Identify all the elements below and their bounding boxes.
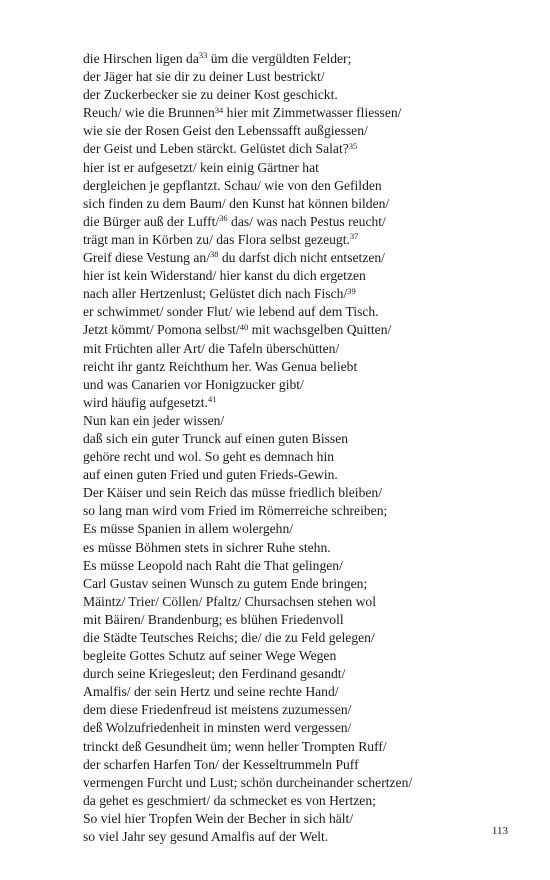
poem-line (83, 86, 523, 104)
poem-line (83, 792, 523, 810)
footnote-marker: 38 (209, 249, 219, 260)
poem-line (83, 575, 523, 593)
line-text: durch seine Kriegesleut; den Ferdinand gesandt/ (83, 666, 346, 682)
line-text: reicht ihr gantz Reichthum her. Was Genua beliebt (83, 358, 358, 374)
line-text: Jetzt kömmt/ Pomona selbst/ (83, 322, 240, 338)
line-text: es müsse Böhmen stets in sichrer Ruhe stehn. (83, 539, 331, 555)
poem-line (83, 358, 523, 376)
poem-line (83, 267, 523, 285)
poem-line (83, 683, 523, 701)
poem-line (83, 159, 523, 177)
poem-line (83, 195, 523, 213)
line-text: der Geist und Leben stärckt. Gelüstet dich Salat? (83, 141, 349, 157)
poem-line (83, 303, 523, 321)
line-text: mit Früchten aller Art/ die Tafeln überschütten/ (83, 340, 340, 356)
poem-line (83, 701, 523, 719)
line-text: auf einen guten Fried und guten Frieds-Gewin. (83, 467, 338, 483)
line-text: trinckt deß Gesundheit üm; wenn heller Trompten Ruff/ (83, 738, 387, 754)
line-text: Reuch/ wie die Brunnen (83, 105, 215, 121)
page-number: 113 (491, 825, 508, 837)
line-text: so lang man wird vom Fried im Römerreiche schreiben; (83, 503, 388, 519)
poem-line (83, 557, 523, 575)
line-text: da gehet es geschmiert/ da schmecket es von Hertzen; (83, 792, 376, 808)
line-text: hier mit Zimmetwasser fliessen/ (223, 105, 402, 121)
line-text: und was Canarien vor Honigzucker gibt/ (83, 376, 304, 392)
poem-line (83, 376, 523, 394)
poem-line (83, 231, 523, 249)
poem-line (83, 430, 523, 448)
line-text: Greif diese Vestung an/ (83, 250, 210, 266)
line-text: Amalfis/ der sein Hertz und seine rechte Hand/ (83, 684, 339, 700)
line-text: der Zuckerbecker sie zu deiner Kost geschickt. (83, 87, 338, 103)
poem-line (83, 520, 523, 538)
poem-line (83, 50, 523, 68)
line-text: die Hirschen ligen da (83, 51, 199, 66)
poem-line (83, 177, 523, 195)
line-text: wird häufig aufgesetzt. (83, 394, 208, 410)
line-text: die Städte Teutsches Reichs; die/ die zu Feld gelegen/ (83, 630, 375, 645)
line-text: Carl Gustav seinen Wunsch zu gutem Ende bringen; (83, 575, 368, 591)
line-text: Der Käiser und sein Reich das müsse friedlich bleiben/ (83, 485, 382, 501)
poem-line (83, 719, 523, 737)
line-text: Es müsse Spanien in allem wolergehn/ (83, 521, 294, 537)
poem-line (83, 756, 523, 774)
poem-line (83, 611, 523, 629)
poem-line (83, 340, 523, 358)
poem-line (83, 104, 523, 122)
line-text: mit wachsgelben Quitten/ (248, 322, 392, 338)
footnote-marker: 41 (207, 394, 217, 405)
footnote-marker: 36 (219, 213, 228, 224)
line-text: sich finden zu dem Baum/ den Kunst hat können bilden/ (83, 195, 390, 211)
footnote-marker: 35 (348, 140, 358, 151)
poem-line (83, 321, 523, 339)
footnote-marker: 33 (198, 50, 208, 61)
line-text: mit Bäiren/ Brandenburg; es blühen Friedenvoll (83, 611, 344, 627)
poem-line (83, 466, 523, 484)
line-text: hier ist kein Widerstand/ hier kanst du dich ergetzen (83, 268, 366, 284)
poem-line (83, 502, 523, 520)
footnote-marker: 39 (347, 285, 356, 296)
poem-line (83, 122, 523, 140)
line-text: Es müsse Leopold nach Raht die That gelingen/ (83, 557, 343, 573)
poem-line (83, 394, 523, 412)
line-text: die Bürger auß der Lufft/ (83, 213, 220, 229)
poem-line (83, 665, 523, 683)
line-text: begleite Gottes Schutz auf seiner Wege Wegen (83, 648, 337, 664)
poem-line (83, 412, 523, 430)
poem-line (83, 285, 523, 303)
line-text: dergleichen je gepflantzt. Schau/ wie von den Gefilden (83, 177, 382, 193)
line-text: das/ was nach Pestus reucht/ (227, 213, 386, 229)
line-text: hier ist er aufgesetzt/ kein einig Gärtner hat (83, 159, 319, 175)
line-text: so viel Jahr sey gesund Amalfis auf der Welt. (83, 829, 329, 845)
footnote-marker: 40 (239, 321, 249, 332)
poem-line (83, 213, 523, 231)
poem-line (83, 448, 523, 466)
poem-line (83, 249, 523, 267)
footnote-marker: 37 (349, 231, 359, 242)
line-text: nach aller Hertzenlust; Gelüstet dich nach Fisch/ (83, 286, 348, 302)
poem-line (83, 140, 523, 158)
line-text: gehöre recht und wol. So geht es demnach hin (83, 449, 335, 465)
line-text: trägt man in Körben zu/ das Flora selbst gezeugt. (83, 231, 350, 247)
footnote-marker: 34 (214, 104, 224, 115)
line-text: der scharfen Harfen Ton/ der Kesseltrummeln Puff (83, 756, 359, 772)
line-text: Mäintz/ Trier/ Cöllen/ Pfaltz/ Chursachsen stehen wol (83, 593, 376, 609)
line-text: er schwimmet/ sonder Flut/ wie lebend auf dem Tisch. (83, 304, 379, 320)
poem-line (83, 68, 523, 86)
poem-line (83, 484, 523, 502)
line-text: üm die vergüldten Felder; (207, 51, 352, 66)
poem-line (83, 647, 523, 665)
poem-line (83, 738, 523, 756)
poem-line (83, 539, 523, 557)
line-text: dem diese Friedenfreud ist meistens zuzumessen/ (83, 702, 352, 718)
poem-line (83, 629, 523, 647)
line-text: daß sich ein guter Trunck auf einen guten Bissen (83, 430, 349, 446)
line-text: wie sie der Rosen Geist den Lebenssafft außgiessen/ (83, 123, 368, 139)
poem-text (83, 50, 523, 846)
line-text: So viel hier Tropfen Wein der Becher in sich hält/ (83, 810, 354, 826)
line-text: deß Wolzufriedenheit in minsten werd vergessen/ (83, 720, 352, 736)
line-text: der Jäger hat sie dir zu deiner Lust bestrickt/ (83, 69, 325, 85)
poem-line (83, 810, 523, 828)
line-text: vermengen Furcht und Lust; schön durcheinander schertzen/ (83, 774, 413, 790)
line-text: du darfst dich nicht entsetzen/ (218, 250, 385, 266)
poem-line (83, 828, 523, 846)
poem-line (83, 593, 523, 611)
poem-line (83, 774, 523, 792)
line-text: Nun kan ein jeder wissen/ (83, 412, 225, 428)
